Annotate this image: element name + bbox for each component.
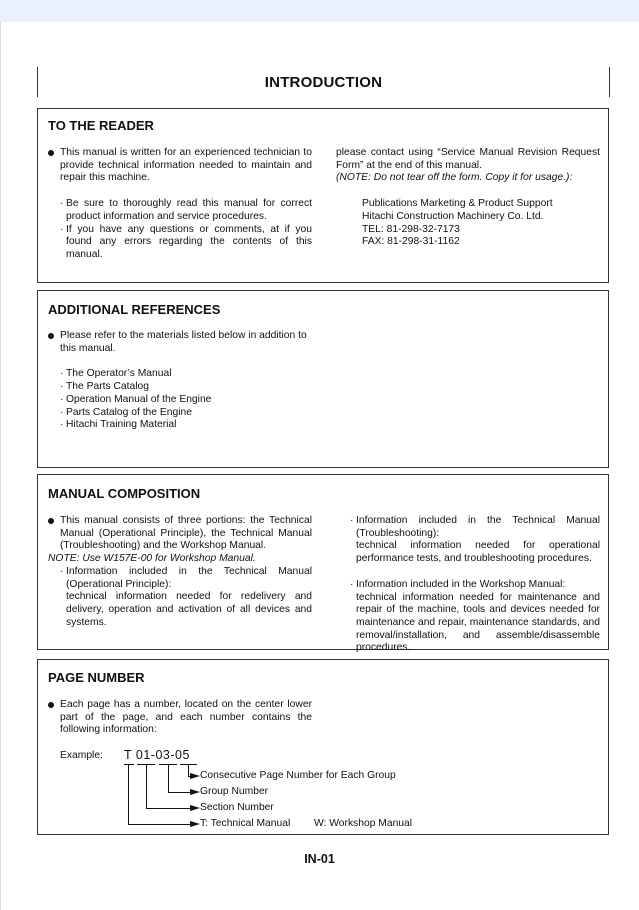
refs-intro-text: Please refer to the materials listed below in addition to this manual. bbox=[60, 330, 307, 354]
composition-item-desc: technical information needed for redelivery and delivery, operation and activation of all devices and systems. bbox=[66, 591, 312, 628]
connector-line bbox=[128, 824, 194, 825]
viewer-top-band bbox=[0, 0, 639, 22]
arrow-right-icon bbox=[190, 805, 200, 811]
address-fax: FAX: 81-298-31-1162 bbox=[362, 236, 460, 248]
list-item bbox=[48, 147, 312, 185]
reference-item: · Hitachi Training Material bbox=[66, 419, 177, 431]
connector-line bbox=[188, 764, 189, 776]
section-heading: TO THE READER bbox=[48, 118, 154, 133]
connector-line bbox=[128, 764, 129, 824]
bullet-icon bbox=[48, 150, 54, 156]
reference-item: · Operation Manual of the Engine bbox=[66, 393, 212, 405]
contact-address bbox=[336, 198, 600, 249]
reader-intro-text: This manual is written for an experienced technician to provide technical information needed to maintain and repair this machine. bbox=[60, 147, 312, 184]
page-number-intro-text: Each page has a number, located on the center lower part of the page, and each number contains the following information: bbox=[60, 699, 312, 736]
page-left-edge bbox=[0, 22, 1, 910]
list-item bbox=[350, 579, 600, 655]
list-item bbox=[60, 566, 312, 630]
section-to-the-reader bbox=[37, 108, 609, 283]
list-item bbox=[60, 224, 312, 262]
list-item bbox=[60, 394, 312, 407]
composition-right-column bbox=[350, 515, 600, 655]
reader-item-text: · If you have any questions or comments, at if you found any errors regarding the contents of this manual. bbox=[66, 223, 312, 260]
section-page-number bbox=[37, 659, 609, 835]
reader-note: (NOTE: Do not tear off the form. Copy it for usage.): bbox=[336, 172, 573, 184]
address-line: Hitachi Construction Machinery Co. Ltd. bbox=[362, 210, 544, 222]
list-item bbox=[48, 699, 312, 737]
page-number-footer: IN-01 bbox=[304, 852, 335, 866]
reader-contact-text: please contact using “Service Manual Revision Request Form” at the end of this manual. bbox=[336, 147, 600, 171]
list-item bbox=[60, 381, 312, 394]
label-group-number: Group Number bbox=[200, 786, 269, 797]
address-line: Publications Marketing & Product Support bbox=[362, 198, 553, 210]
list-item bbox=[350, 515, 600, 566]
connector-line bbox=[146, 808, 194, 809]
composition-item-desc: technical information needed for maintenance and repair of the machine, tools and devices needed for maintenance and repair, maintenance standards, and removal/installation, and assemble/disassemble procedures. bbox=[356, 591, 600, 654]
section-heading: MANUAL COMPOSITION bbox=[48, 486, 201, 501]
label-section-number: Section Number bbox=[200, 802, 274, 813]
section-additional-references bbox=[37, 290, 609, 468]
composition-item-title: · Information included in the Technical Manual (Troubleshooting): bbox=[356, 515, 600, 539]
label-workshop-manual: W: Workshop Manual bbox=[314, 818, 413, 829]
composition-item-title: · Information included in the Workshop Manual: bbox=[356, 578, 566, 590]
composition-note: NOTE: Use W157E-00 for Workshop Manual. bbox=[48, 553, 256, 565]
bullet-icon bbox=[48, 333, 54, 339]
section-heading: PAGE NUMBER bbox=[48, 670, 145, 685]
list-item bbox=[48, 330, 312, 355]
reference-item: · The Parts Catalog bbox=[66, 381, 149, 393]
reader-right-column bbox=[336, 147, 600, 249]
example-label: Example: bbox=[60, 750, 103, 761]
list-item bbox=[48, 515, 312, 553]
arrow-right-icon bbox=[190, 773, 200, 779]
title-bar bbox=[37, 67, 610, 103]
reader-left-column bbox=[48, 147, 312, 262]
composition-intro-text: This manual consists of three portions: the Technical Manual (Operational Principle), the Technical Manual (Troubleshooting) and the Workshop Manual. bbox=[60, 515, 312, 552]
list-item bbox=[60, 407, 312, 420]
page-title: INTRODUCTION bbox=[264, 74, 383, 91]
arrow-right-icon bbox=[190, 821, 200, 827]
section-heading: ADDITIONAL REFERENCES bbox=[48, 302, 221, 317]
composition-item-desc: technical information needed for operational performance tests, and troubleshooting procedures. bbox=[356, 540, 600, 565]
address-tel: TEL: 81-298-32-7173 bbox=[362, 223, 460, 235]
list-item bbox=[60, 419, 312, 432]
reader-item-text: · Be sure to thoroughly read this manual for correct product information and service procedures. bbox=[66, 198, 312, 222]
section-manual-composition bbox=[37, 474, 609, 654]
code-underline-t bbox=[124, 764, 134, 765]
composition-item-title: · Information included in the Technical Manual (Operational Principle): bbox=[66, 565, 312, 590]
refs-column bbox=[48, 330, 312, 432]
list-item bbox=[60, 368, 312, 381]
list-item bbox=[60, 198, 312, 223]
bullet-icon bbox=[48, 702, 54, 708]
arrow-right-icon bbox=[190, 789, 200, 795]
page-number-column bbox=[48, 699, 312, 737]
connector-line bbox=[168, 764, 169, 792]
composition-left-column bbox=[48, 515, 312, 629]
label-consecutive-page: Consecutive Page Number for Each Group bbox=[200, 770, 396, 781]
example-page-code: T 01-03-05 bbox=[124, 748, 190, 762]
connector-line bbox=[146, 764, 147, 808]
reference-item: · The Operator’s Manual bbox=[66, 368, 172, 380]
bullet-icon bbox=[48, 518, 54, 524]
label-technical-manual: T: Technical Manual bbox=[200, 818, 291, 829]
reference-item: · Parts Catalog of the Engine bbox=[66, 406, 192, 418]
